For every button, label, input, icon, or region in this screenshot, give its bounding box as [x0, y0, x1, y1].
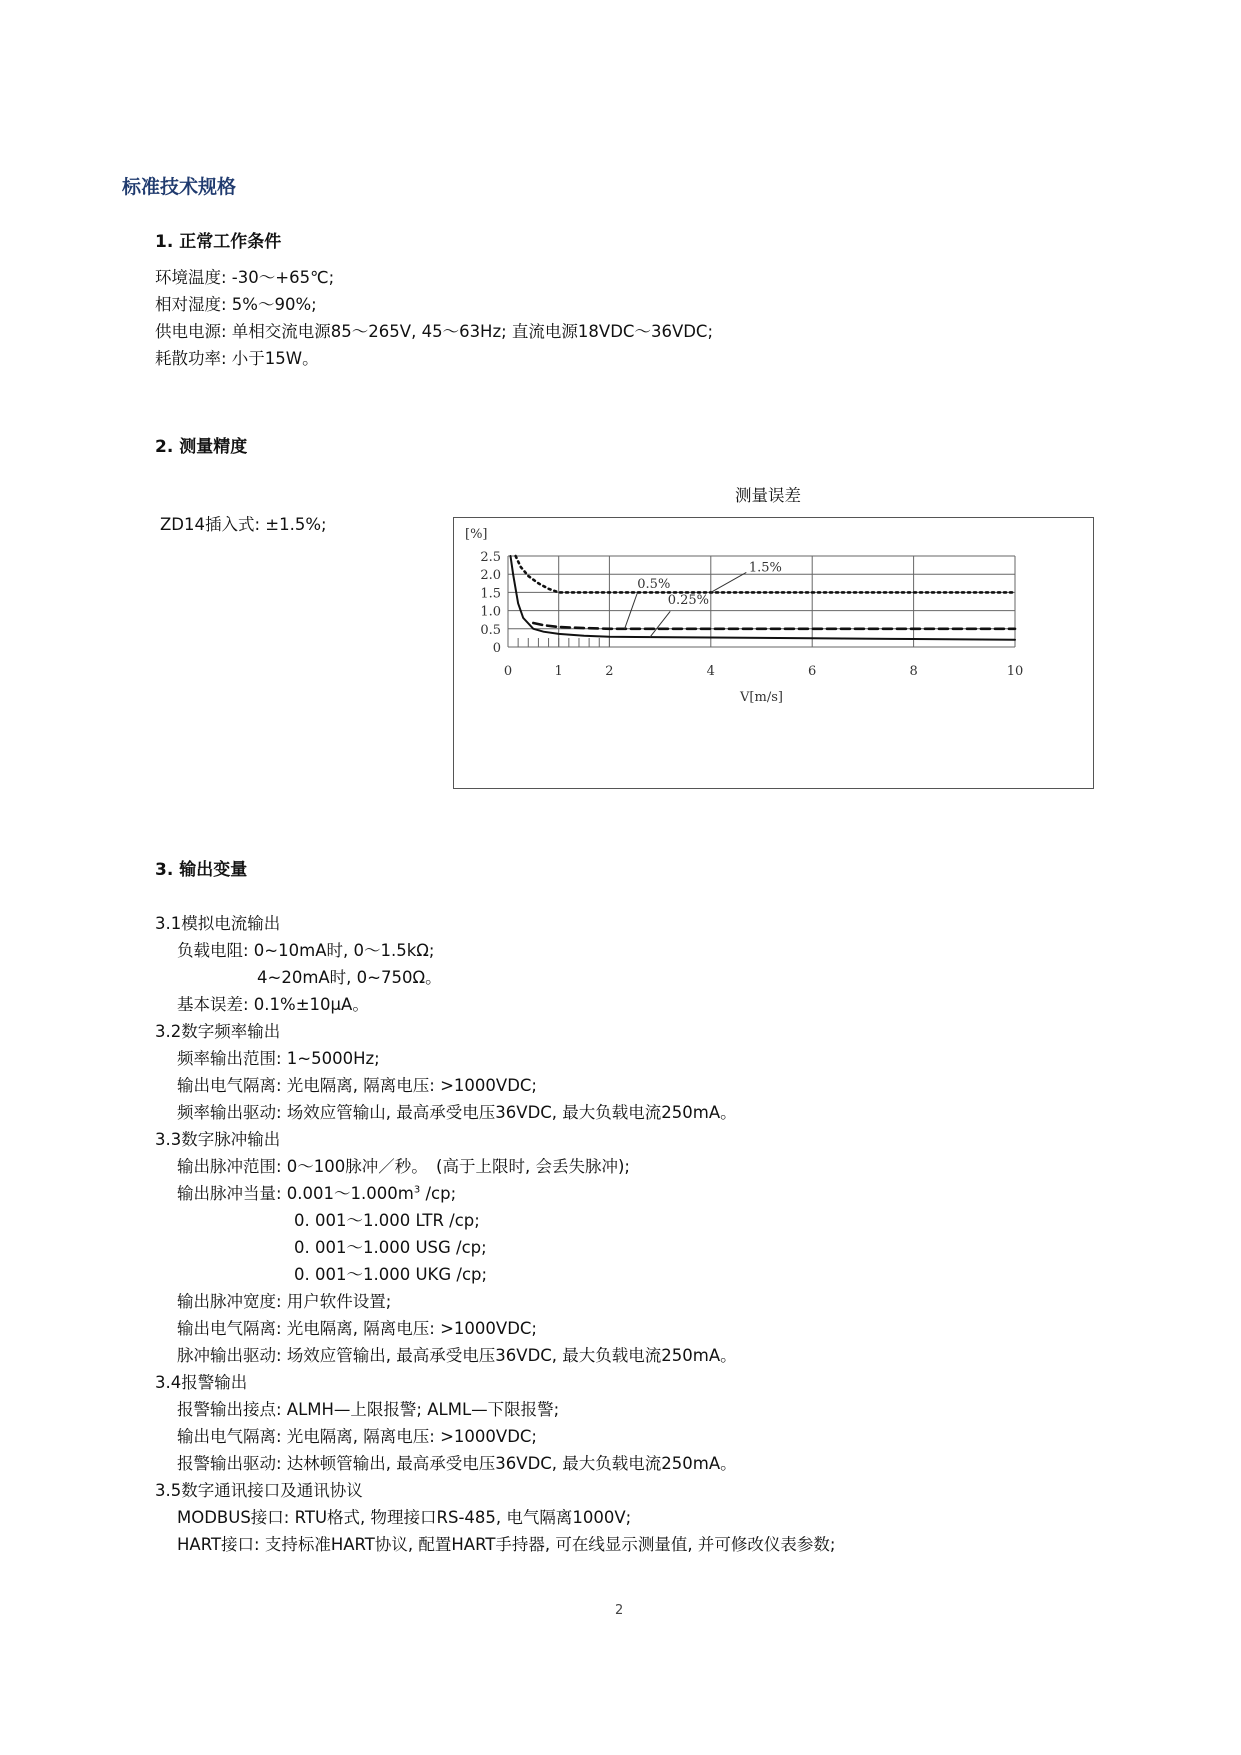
spec-alarm-contacts: 报警输出接点: ALMH—上限报警; ALML—下限报警; [177, 1400, 560, 1419]
spec-pulse-equivalent: 输出脉冲当量: $0.001\sim 1.000m^3$ /cp; [177, 1184, 457, 1203]
spec-ambient-temperature: 环境温度: -30～+65℃; [155, 268, 335, 287]
spec-pulse-width: 输出脉冲宽度: 用户软件设置; [177, 1292, 392, 1311]
x-tick-label: 6 [808, 664, 817, 679]
y-tick-label: 1.5 [480, 586, 501, 602]
page-title: 标准技术规格 [122, 176, 237, 198]
chart-labels [465, 527, 1023, 705]
x-tick-label: 10 [1006, 664, 1024, 679]
spec-alarm-driver: 报警输出驱动: 达林顿管输出, 最高承受电压36VDC, 最大负载电流250mA。 [177, 1454, 737, 1473]
annotation-leader [650, 611, 670, 637]
error-chart [453, 517, 1094, 789]
spec-frequency-isolation: 输出电气隔离: 光电隔离, 隔离电压: >1000VDC; [177, 1076, 537, 1095]
annotation-label: 0.5% [637, 577, 671, 593]
spec-relative-humidity: 相对湿度: 5%～90%; [155, 295, 317, 314]
subsection-3-4: 3.4报警输出 [155, 1373, 248, 1392]
spec-load-resistance-4-20: 4~20mA时, 0~750Ω。 [257, 968, 442, 987]
y-tick-label: 2.5 [480, 550, 501, 565]
spec-hart: HART接口: 支持标准HART协议, 配置HART手持器, 可在线显示测量值, 并可修改仪表参数; [177, 1535, 836, 1554]
superscript-3: 3 [413, 1184, 421, 1196]
annotation-label: 1.5% [748, 560, 782, 576]
y-tick-label: 2.0 [480, 568, 501, 584]
spec-frequency-range: 频率输出范围: 1~5000Hz; [177, 1049, 380, 1068]
spec-pulse-ukg: 0. 001～1.000 UKG /cp; [294, 1265, 488, 1284]
spec-pulse-driver: 脉冲输出驱动: 场效应管输出, 最高承受电压36VDC, 最大负载电流250mA。 [177, 1346, 737, 1365]
x-axis-label: V[m/s] [740, 690, 783, 705]
spec-modbus: MODBUS接口: RTU格式, 物理接口RS-485, 电气隔离1000V; [177, 1508, 632, 1527]
accuracy-zd14: ZD14插入式: ±1.5%; [160, 515, 327, 534]
subsection-3-3: 3.3数字脉冲输出 [155, 1130, 281, 1149]
chart-frame [454, 518, 1094, 789]
x-tick-label: 8 [909, 664, 918, 679]
spec-pulse-ltr: 0. 001～1.000 LTR /cp; [294, 1211, 480, 1230]
annotation-leader [711, 572, 746, 592]
spec-alarm-isolation: 输出电气隔离: 光电隔离, 隔离电压: >1000VDC; [177, 1427, 537, 1446]
chart-ticks [518, 638, 609, 647]
x-tick-label: 0 [503, 664, 513, 679]
spec-frequency-driver: 频率输出驱动: 场效应管输山, 最高承受电压36VDC, 最大负载电流250mA。 [177, 1103, 737, 1122]
subsection-3-1: 3.1模拟电流输出 [155, 914, 281, 933]
spec-pulse-isolation: 输出电气隔离: 光电隔离, 隔离电压: >1000VDC; [177, 1319, 537, 1338]
y-tick-label: 0.5 [480, 622, 501, 638]
spec-load-resistance: 负载电阻: 0~10mA时, 0～1.5kΩ; [177, 941, 435, 960]
section-1-heading: 1. 正常工作条件 [155, 232, 282, 252]
y-axis-label: [%] [465, 527, 488, 542]
annotation-label: 0.25% [667, 593, 710, 609]
spec-pulse-range: 输出脉冲范围: 0～100脉冲／秒。 (高于上限时, 会丢失脉冲); [177, 1157, 630, 1176]
chart-title: 测量误差 [735, 486, 801, 505]
subsection-3-5: 3.5数字通讯接口及通讯协议 [155, 1481, 363, 1500]
y-tick-label: 0 [492, 641, 501, 656]
x-tick-label: 1 [554, 664, 563, 679]
spec-pulse-usg: 0. 001～1.000 USG /cp; [294, 1238, 487, 1257]
x-tick-label: 4 [706, 664, 715, 679]
section-2-heading: 2. 测量精度 [155, 437, 248, 457]
y-tick-label: 1.0 [480, 604, 501, 620]
spec-power-supply: 供电电源: 单相交流电源85～265V, 45～63Hz; 直流电源18VDC～36VDC; [155, 322, 714, 341]
subsection-3-2: 3.2数字频率输出 [155, 1022, 281, 1041]
spec-basic-error: 基本误差: 0.1%±10μA。 [177, 995, 369, 1014]
x-tick-label: 2 [605, 664, 614, 679]
section-3-heading: 3. 输出变量 [155, 860, 248, 880]
series-line-dashed [533, 623, 1015, 629]
page-number: 2 [615, 1603, 624, 1618]
spec-power-dissipation: 耗散功率: 小于15W。 [155, 349, 319, 368]
